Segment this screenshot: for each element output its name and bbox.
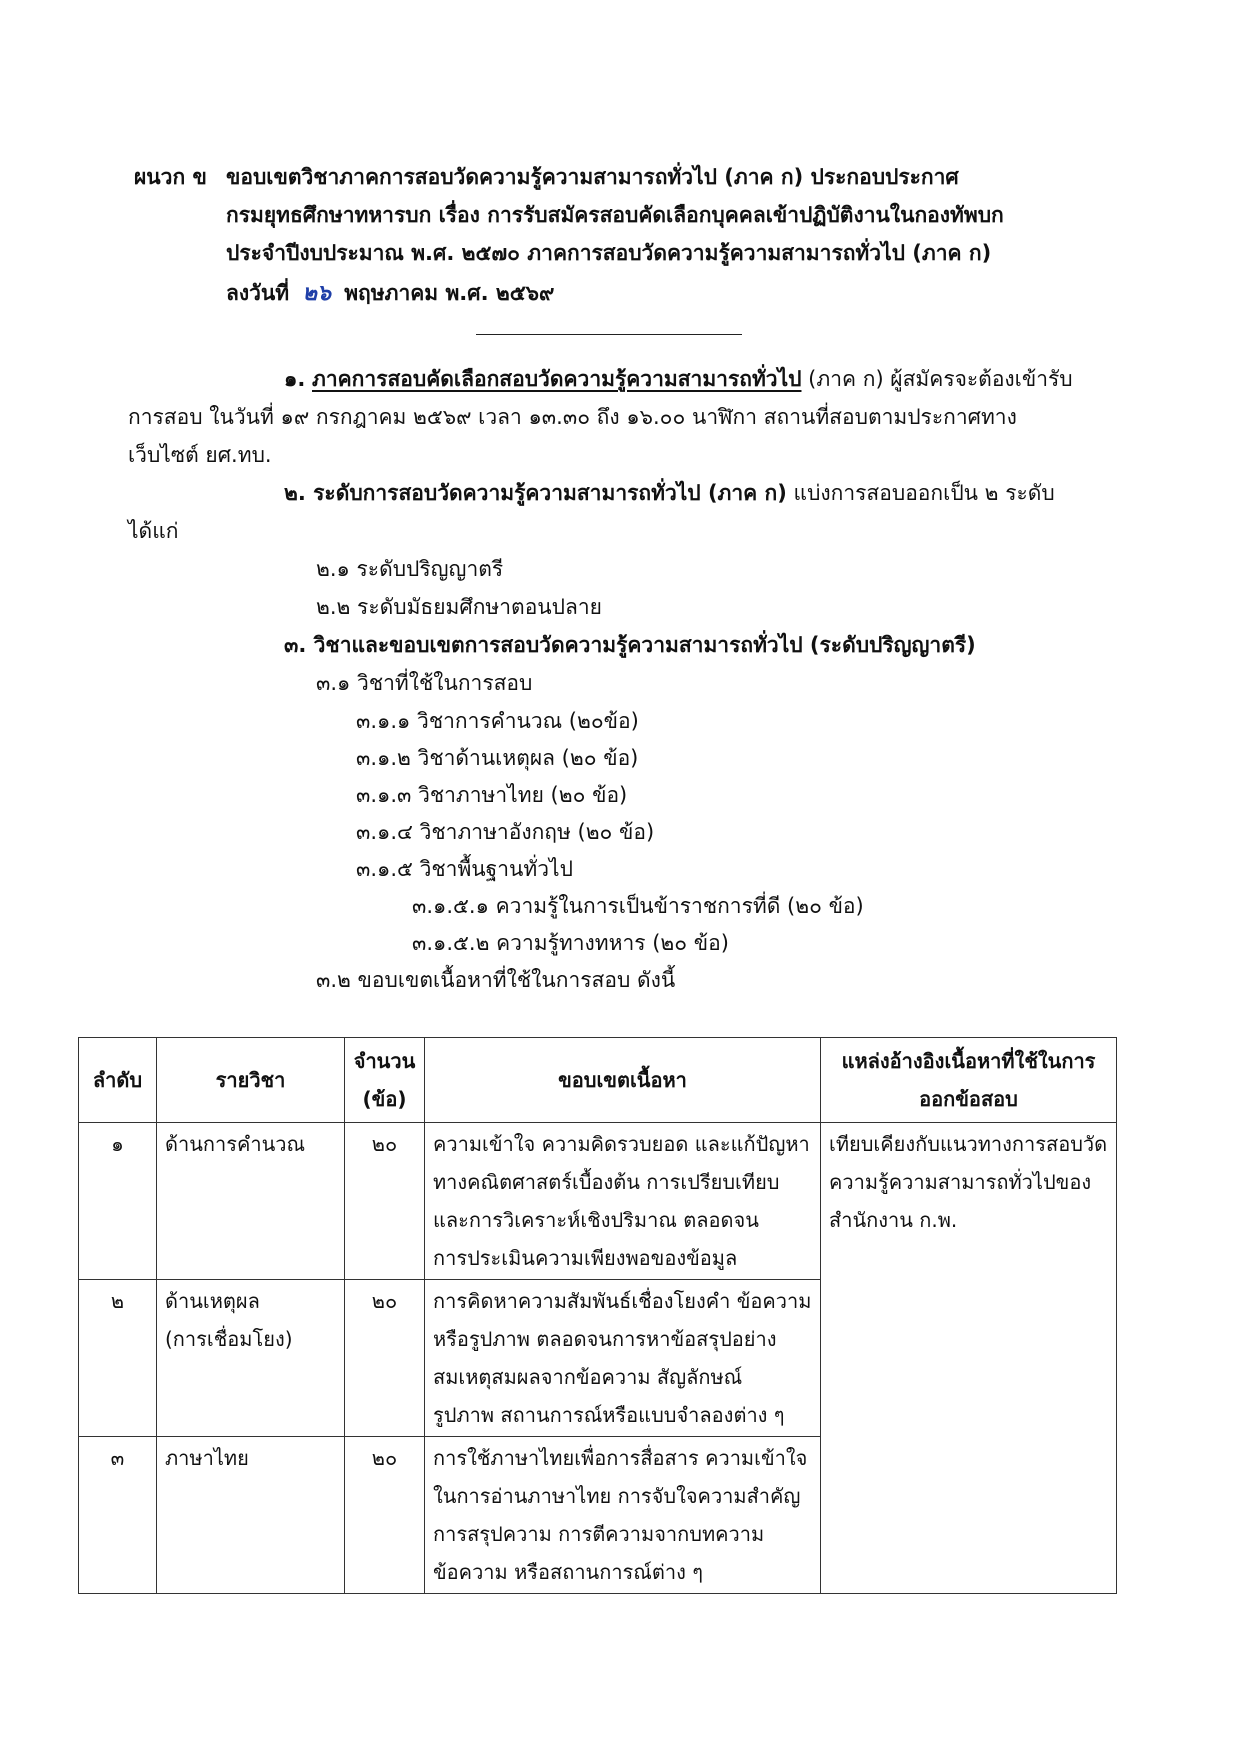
header-line-3: ประจำปีงบประมาณ พ.ศ. ๒๕๗๐ ภาคการสอบวัดความรู้ความสามารถทั่วไป (ภาค ก)	[226, 241, 992, 265]
subject-item: ๓.๑.๕ วิชาพื้นฐานทั่วไป	[356, 857, 573, 881]
reference-cell	[821, 1123, 1117, 1594]
header-reference-line: แหล่งอ้างอิงเนื้อหาที่ใช้ในการ	[841, 1049, 1096, 1073]
section3-title: ๓. วิชาและขอบเขตการสอบวัดความรู้ความสามารถทั่วไป (ระดับปริญญาตรี)	[284, 633, 976, 657]
subsubject-item: ๓.๑.๕.๑ ความรู้ในการเป็นข้าราชการที่ดี (๒๐ ข้อ)	[412, 894, 864, 918]
header-line-1: ขอบเขตวิชาภาคการสอบวัดความรู้ความสามารถทั่วไป (ภาค ก) ประกอบประกาศ	[226, 165, 959, 189]
annex-label: ผนวก ข	[134, 165, 207, 189]
section3-sub1: ๓.๑ วิชาที่ใช้ในการสอบ	[316, 671, 533, 695]
row-subject	[157, 1437, 345, 1594]
section1-line-3: เว็บไซต์ ยศ.ทบ.	[128, 443, 272, 467]
scope-line: ข้อความ หรือสถานการณ์ต่าง ๆ	[433, 1560, 703, 1584]
scope-line: การประเมินความเพียงพอของข้อมูล	[433, 1246, 738, 1270]
section1-rest: (ภาค ก) ผู้สมัครจะต้องเข้ารับ	[808, 367, 1073, 391]
section2-line-2: ได้แก่	[128, 519, 179, 543]
header-scope: ขอบเขตเนื้อหา	[425, 1038, 821, 1123]
exam-scope-table	[78, 1037, 1117, 1594]
separator-line	[476, 334, 742, 335]
scope-line: การสรุปความ การตีความจากบทความ	[433, 1522, 765, 1546]
section2-item: ๒.๑ ระดับปริญญาตรี	[316, 557, 504, 581]
section1-line-2: การสอบ ในวันที่ ๑๙ กรกฎาคม ๒๕๖๙ เวลา ๑๓.๓๐ ถึง ๑๖.๐๐ นาฬิกา สถานที่สอบตามประกาศทาง	[128, 405, 1017, 429]
header-reference	[821, 1038, 1117, 1123]
row-subject	[157, 1123, 345, 1280]
date-suffix: พฤษภาคม พ.ศ. ๒๕๖๙	[344, 281, 555, 305]
section3-sub2: ๓.๒ ขอบเขตเนื้อหาที่ใช้ในการสอบ ดังนี้	[316, 968, 676, 992]
table-row	[79, 1123, 1117, 1280]
scope-line: การคิดหาความสัมพันธ์เชื่องโยงคำ ข้อความ	[433, 1289, 812, 1313]
row-scope	[425, 1123, 821, 1280]
subject-item: ๓.๑.๓ วิชาภาษาไทย (๒๐ ข้อ)	[356, 783, 628, 807]
section2-title: ๒. ระดับการสอบวัดความรู้ความสามารถทั่วไป (ภาค ก)	[284, 481, 787, 505]
subject-item: ๓.๑.๔ วิชาภาษาอังกฤษ (๒๐ ข้อ)	[356, 820, 655, 844]
subject-item: ๓.๑.๒ วิชาด้านเหตุผล (๒๐ ข้อ)	[356, 746, 639, 770]
scope-line: หรือรูปภาพ ตลอดจนการหาข้อสรุปอย่าง	[433, 1327, 777, 1351]
subject-line: (การเชื่อมโยง)	[165, 1327, 293, 1351]
scope-line: รูปภาพ สถานการณ์หรือแบบจำลองต่าง ๆ	[433, 1403, 785, 1427]
row-scope	[425, 1280, 821, 1437]
scope-line: ทางคณิตศาสตร์เบื้องต้น การเปรียบเทียบ	[433, 1170, 780, 1194]
reference-line: ความรู้ความสามารถทั่วไปของ	[829, 1170, 1092, 1194]
row-subject	[157, 1280, 345, 1437]
row-order: ๒	[79, 1280, 157, 1437]
row-scope	[425, 1437, 821, 1594]
row-count: ๒๐	[345, 1280, 425, 1437]
section1-number: ๑.	[284, 367, 306, 391]
header-order: ลำดับ	[79, 1038, 157, 1123]
section2-line-1	[284, 476, 1055, 510]
handwritten-day: ๒๖	[302, 281, 331, 306]
subject-line: ด้านเหตุผล	[165, 1289, 260, 1313]
subject-item: ๓.๑.๑ วิชาการคำนวณ (๒๐ข้อ)	[356, 709, 639, 733]
section1-title: ภาคการสอบคัดเลือกสอบวัดความรู้ความสามารถทั่วไป	[312, 367, 802, 391]
section1-line-1	[284, 362, 1073, 396]
scope-line: สมเหตุสมผลจากข้อความ สัญลักษณ์	[433, 1365, 743, 1389]
header-count-line: (ข้อ)	[362, 1087, 407, 1111]
scope-line: ในการอ่านภาษาไทย การจับใจความสำคัญ	[433, 1484, 801, 1508]
header-line-4	[226, 276, 554, 311]
section2-rest: แบ่งการสอบออกเป็น ๒ ระดับ	[793, 481, 1055, 505]
header-reference-line: ออกข้อสอบ	[919, 1087, 1018, 1111]
section2-item: ๒.๒ ระดับมัธยมศึกษาตอนปลาย	[316, 595, 602, 619]
header-line-2: กรมยุทธศึกษาทหารบก เรื่อง การรับสมัครสอบคัดเลือกบุคคลเข้าปฏิบัติงานในกองทัพบก	[226, 203, 1004, 227]
subject-line: ภาษาไทย	[165, 1446, 249, 1470]
scope-line: การใช้ภาษาไทยเพื่อการสื่อสาร ความเข้าใจ	[433, 1446, 808, 1470]
scope-line: และการวิเคราะห์เชิงปริมาณ ตลอดจน	[433, 1208, 759, 1232]
row-count: ๒๐	[345, 1437, 425, 1594]
row-order: ๓	[79, 1437, 157, 1594]
header-count-line: จำนวน	[353, 1049, 416, 1073]
row-count: ๒๐	[345, 1123, 425, 1280]
scope-line: ความเข้าใจ ความคิดรวบยอด และแก้ปัญหา	[433, 1132, 810, 1156]
table-header-row	[79, 1038, 1117, 1123]
row-order: ๑	[79, 1123, 157, 1280]
subject-line: ด้านการคำนวณ	[165, 1132, 306, 1156]
reference-line: เทียบเคียงกับแนวทางการสอบวัด	[829, 1132, 1108, 1156]
date-prefix: ลงวันที่	[226, 281, 290, 305]
header-count	[345, 1038, 425, 1123]
reference-line: สำนักงาน ก.พ.	[829, 1208, 958, 1232]
subsubject-item: ๓.๑.๕.๒ ความรู้ทางทหาร (๒๐ ข้อ)	[412, 931, 729, 955]
header-subject: รายวิชา	[157, 1038, 345, 1123]
